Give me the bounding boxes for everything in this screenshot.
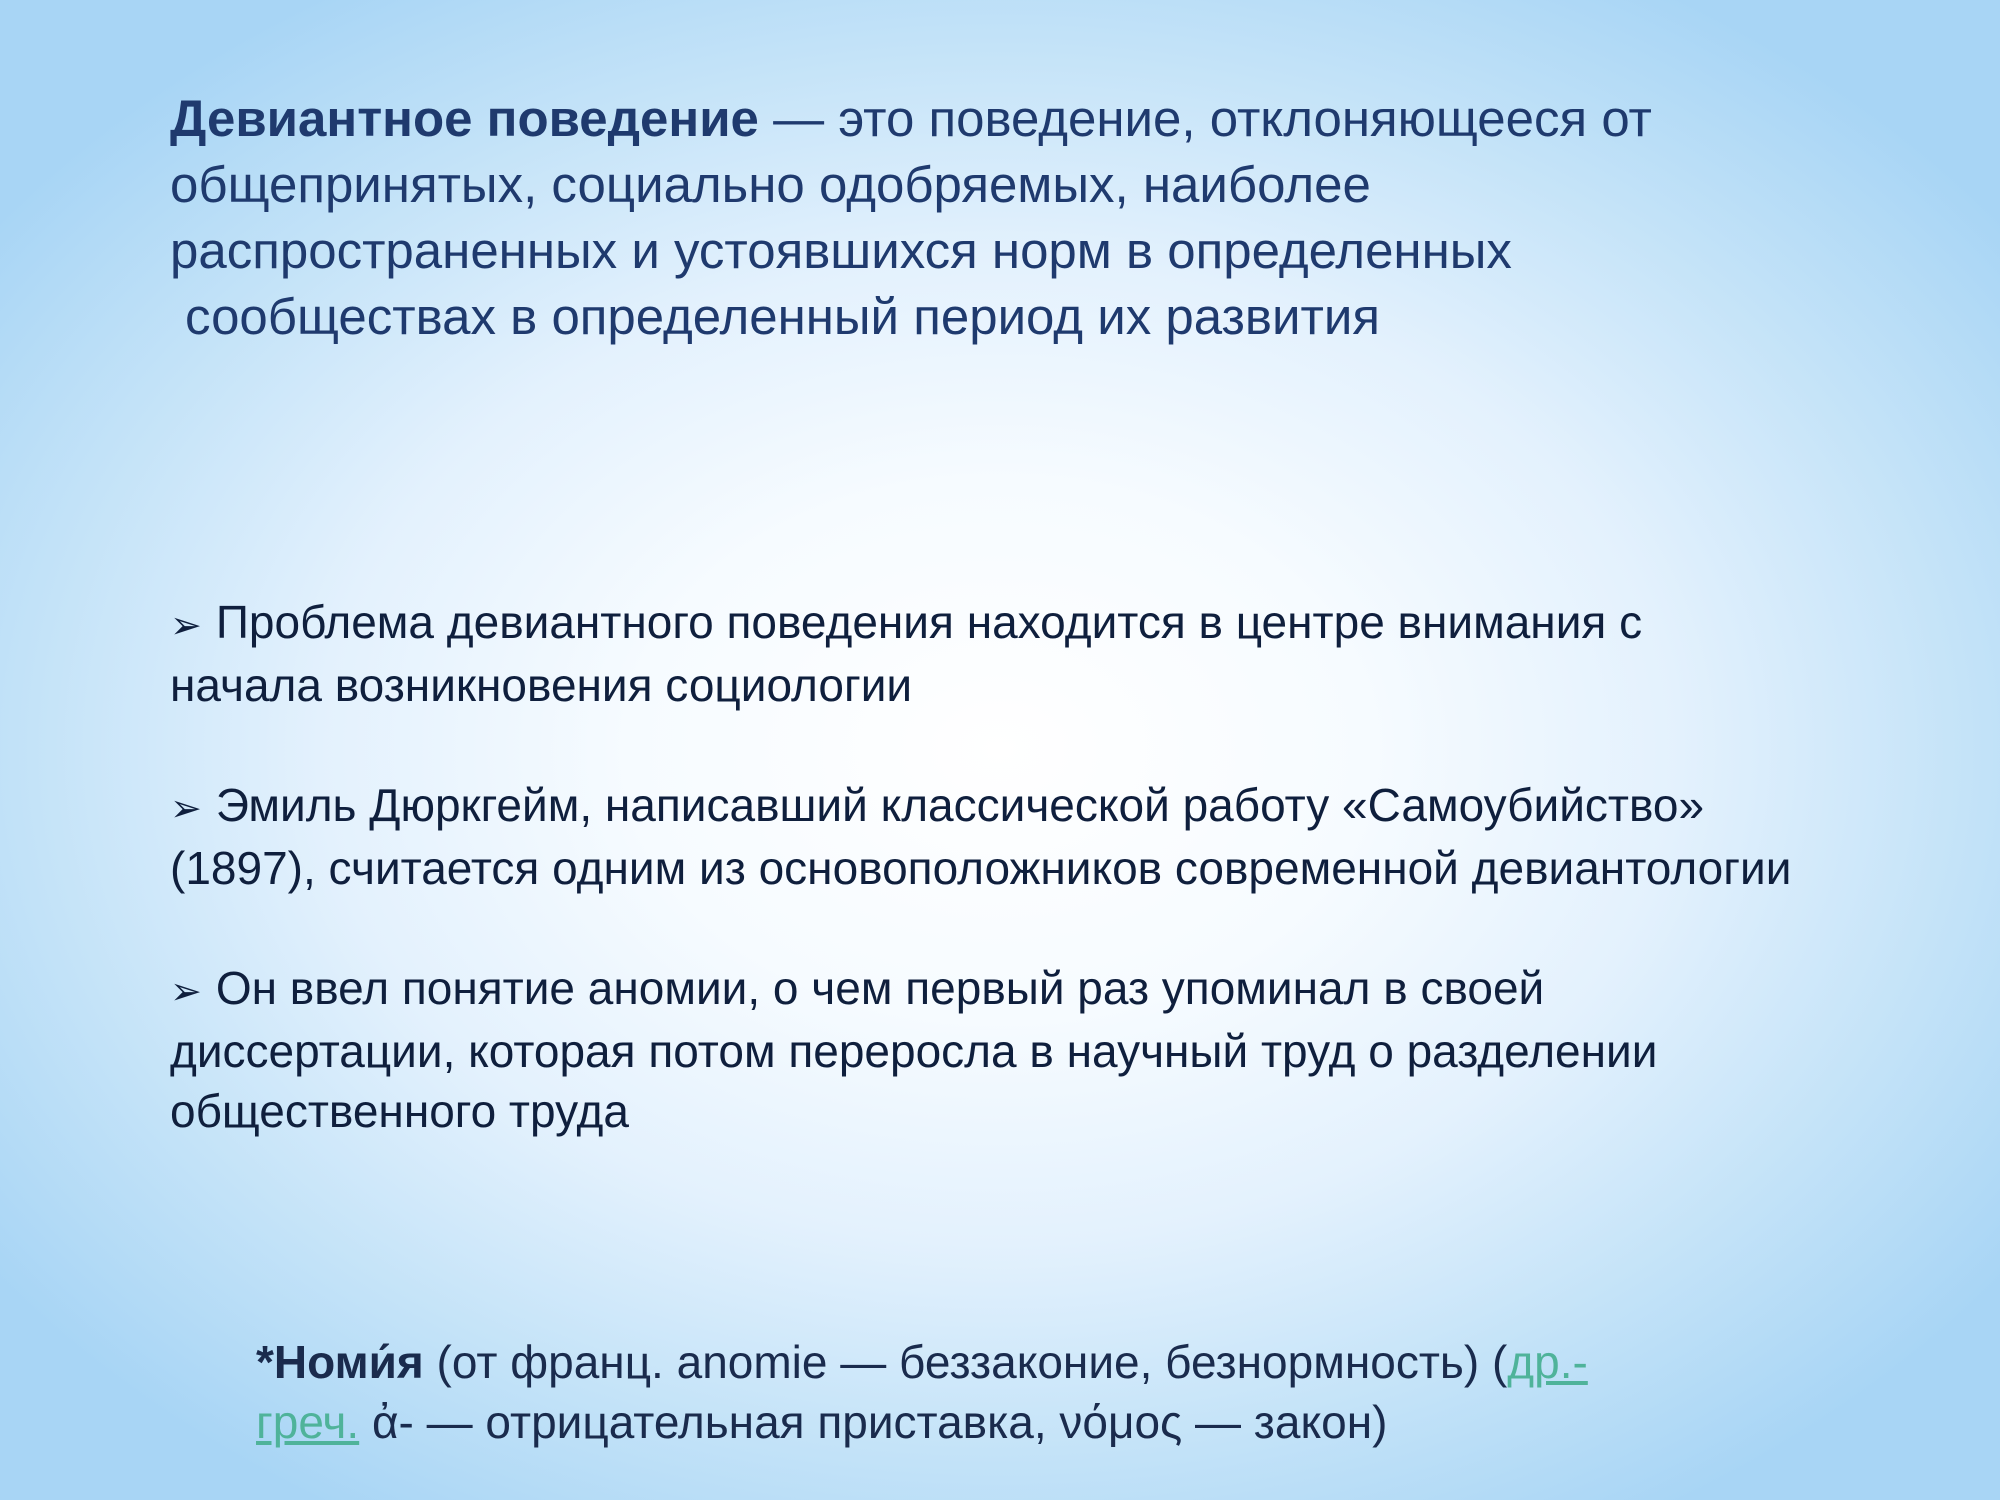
bullet-item [170, 958, 1960, 1141]
arrow-bullet-icon: ➢ [170, 969, 202, 1013]
definition-line-4: сообществах в определенный период их развития [185, 288, 1380, 345]
bullet-list [170, 592, 1960, 1201]
footnote-link-greek[interactable]: др.- [1507, 1336, 1588, 1388]
footnote [256, 1332, 1816, 1452]
bullet-line [170, 958, 1960, 1021]
definition-term: Девиантное поведение [170, 90, 759, 147]
definition-line-1 [170, 86, 1890, 152]
bullet-text: Он ввел понятие аномии, о чем первый раз упоминал в своей [215, 962, 1545, 1014]
footnote-text-2: ἀ- — отрицательная приставка, νόμος — закон) [359, 1396, 1388, 1448]
definition-block [170, 86, 1890, 350]
bullet-item [170, 775, 1960, 898]
bullet-text: Эмиль Дюркгейм, написавший классической работу «Самоубийство» [215, 779, 1705, 831]
definition-line-3: распространенных и устоявшихся норм в определенных [170, 222, 1512, 279]
bullet-line: общественного труда [170, 1085, 629, 1137]
bullet-text: Проблема девиантного поведения находится в центре внимания с [215, 596, 1643, 648]
definition-line-1-text: — это поведение, отклоняющееся от [758, 90, 1652, 147]
arrow-bullet-icon: ➢ [170, 786, 202, 830]
footnote-text-1: (от франц. anomie — беззаконие, безнормность) ( [423, 1336, 1508, 1388]
bullet-line [170, 592, 1960, 655]
bullet-item [170, 592, 1960, 715]
definition-line-2: общепринятых, социально одобряемых, наиболее [170, 156, 1371, 213]
footnote-line-1 [256, 1332, 1816, 1392]
bullet-line: начала возникновения социологии [170, 659, 913, 711]
bullet-line: (1897), считается одним из основоположников современной девиантологии [170, 842, 1792, 894]
footnote-term: *Номи́я [256, 1336, 424, 1388]
footnote-line-2 [256, 1392, 1816, 1452]
bullet-line [170, 775, 1960, 838]
footnote-link-greek-cont[interactable]: греч. [256, 1396, 360, 1448]
bullet-line: диссертации, которая потом переросла в научный труд о разделении [170, 1025, 1658, 1077]
arrow-bullet-icon: ➢ [170, 603, 202, 647]
